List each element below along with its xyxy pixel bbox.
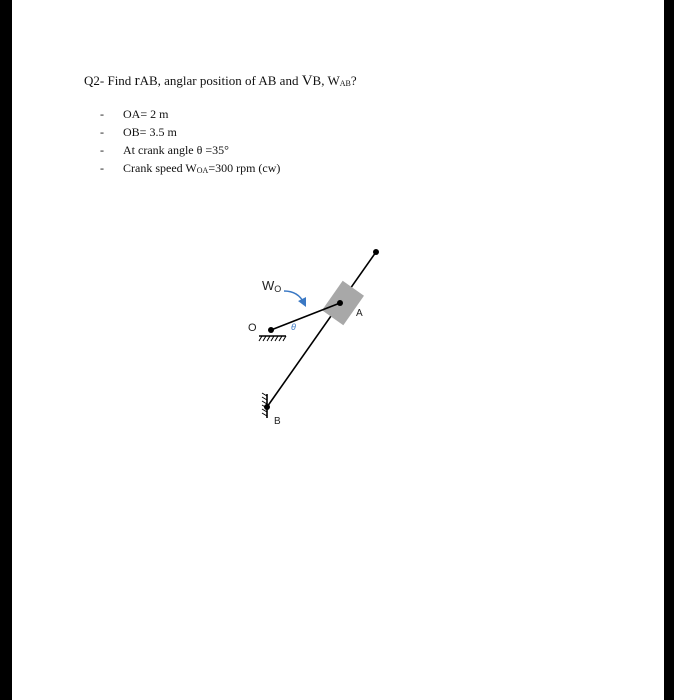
- r-subscript: AB: [139, 73, 158, 88]
- v-symbol: V: [301, 73, 313, 89]
- given-crank-angle: At crank angle θ =35°: [123, 143, 229, 157]
- crank-speed-value: =300 rpm (cw): [208, 161, 281, 175]
- question-suffix: ?: [350, 73, 357, 88]
- crank-speed-label: Crank speed W: [123, 161, 197, 175]
- bullet-dash: -: [100, 143, 104, 157]
- document-page: [12, 0, 664, 700]
- ground-o: [259, 336, 286, 341]
- bullet-dash: -: [100, 125, 104, 139]
- label-o: O: [248, 322, 257, 334]
- label-theta: θ: [291, 322, 296, 332]
- given-ob: OB= 3.5 m: [123, 125, 177, 139]
- crank-speed-subscript: OA: [196, 166, 209, 175]
- question-prefix: Q2- Find: [84, 73, 135, 88]
- link-ab: [267, 252, 376, 407]
- crank-oa: [271, 303, 340, 330]
- question-sep: , W: [321, 73, 340, 88]
- rotation-arrow: [284, 291, 304, 303]
- w-subscript: AB: [339, 79, 351, 88]
- v-subscript: B: [312, 73, 322, 88]
- bullet-dash: -: [100, 107, 104, 121]
- label-w: WO: [262, 278, 282, 294]
- pin-a: [337, 300, 343, 306]
- label-b: B: [274, 416, 281, 427]
- r-symbol: r: [134, 73, 140, 89]
- pivot-o: [268, 327, 274, 333]
- link-end: [373, 249, 379, 255]
- label-a: A: [356, 308, 363, 319]
- mechanism-diagram: [12, 0, 664, 700]
- question-mid: , anglar position of AB and: [157, 73, 302, 88]
- given-oa: OA= 2 m: [123, 107, 169, 121]
- bullet-dash: -: [100, 161, 104, 175]
